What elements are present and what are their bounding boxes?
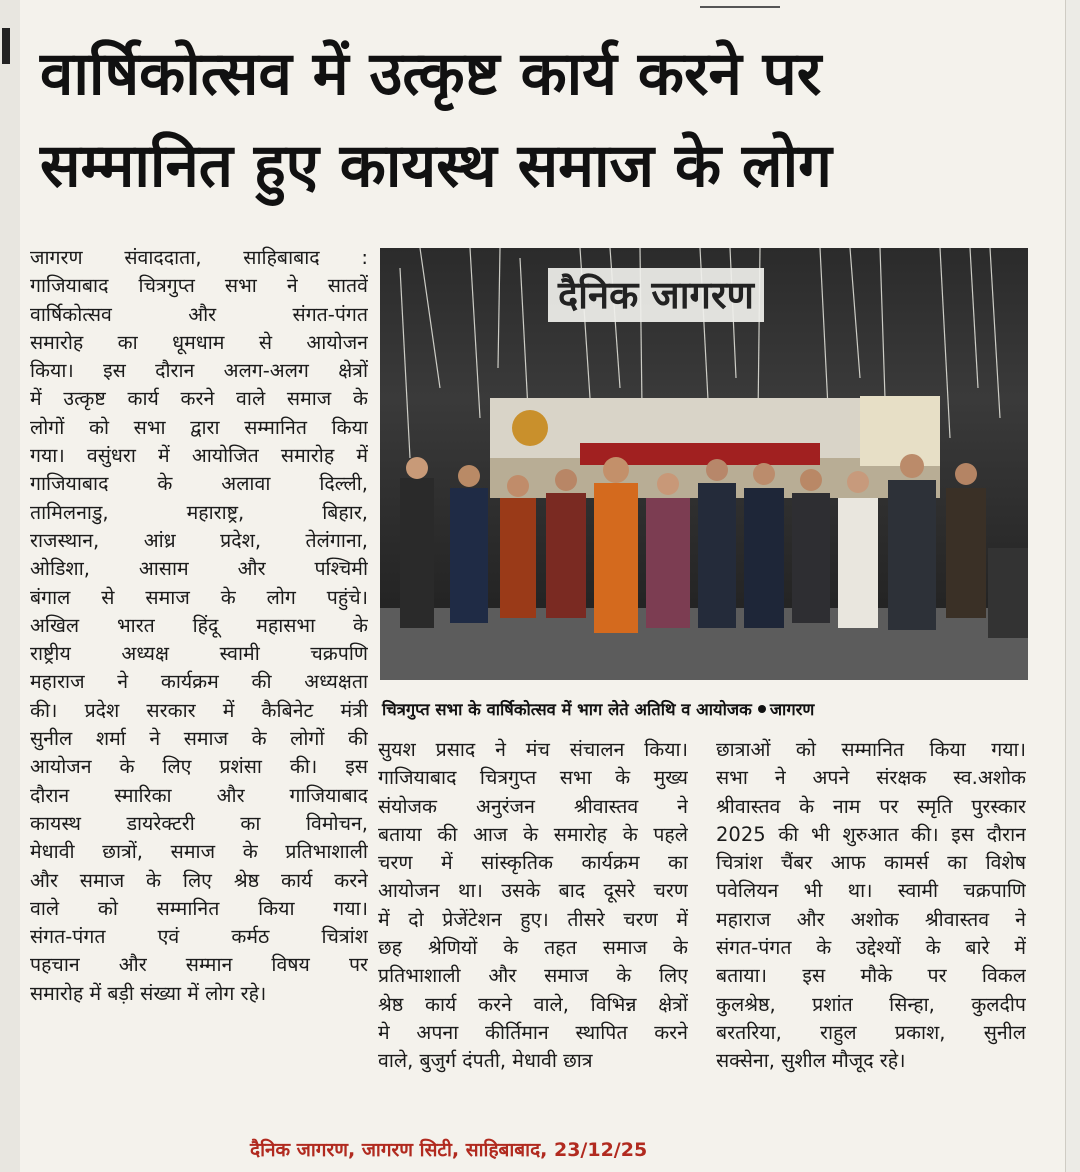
article-line: लोगों को सभा द्वारा सम्मानित किया	[30, 415, 368, 439]
source-footer: दैनिक जागरण, जागरण सिटी, साहिबाबाद, 23/12/25	[250, 1139, 648, 1161]
article-line: महाराज और अशोक श्रीवास्तव ने	[716, 907, 1026, 931]
article-line: तामिलनाडु, महाराष्ट्र, बिहार,	[30, 500, 368, 524]
bullet-icon	[758, 705, 766, 713]
article-line: बताया। इस मौके पर विकल	[716, 964, 1026, 988]
article-line: सुयश प्रसाद ने मंच संचालन किया।	[378, 738, 688, 761]
article-line: में दो प्रेजेंटेशन हुए। तीसरे चरण में	[378, 907, 688, 931]
article-line: चरण में सांस्कृतिक कार्यक्रम का	[378, 851, 688, 875]
article-line: वाले को सम्मानित किया गया।	[30, 896, 368, 920]
article-line: सक्सेना, सुशील मौजूद रहे।	[716, 1049, 906, 1073]
article-line: गाजियाबाद चित्रगुप्त सभा के मुख्य	[378, 766, 688, 790]
article-line: बरतरिया, राहुल प्रकाश, सुनील	[716, 1020, 1026, 1044]
caption-text: चित्रगुप्त सभा के वार्षिकोत्सव में भाग लेते अतिथि व आयोजक	[382, 700, 752, 719]
article-line: छात्राओं को सम्मानित किया गया।	[716, 738, 1026, 761]
headline	[40, 28, 1020, 212]
article-line: में उत्कृष्ट कार्य करने वाले समाज के	[30, 387, 368, 411]
article-line: सभा ने अपने संरक्षक स्व.अशोक	[716, 766, 1026, 790]
article-line: अखिल भारत हिंदू महासभा के	[30, 613, 368, 637]
article-line: मेधावी छात्रों, समाज के प्रतिभाशाली	[30, 840, 368, 864]
article-line: संयोजक अनुरंजन श्रीवास्तव ने	[378, 794, 688, 818]
article-line: दौरान स्मारिका और गाजियाबाद	[30, 783, 368, 807]
photo-watermark: दैनिक जागरण	[548, 268, 764, 322]
article-line: श्रीवास्तव के नाम पर स्मृति पुरस्कार	[716, 794, 1026, 818]
article-line: पहचान और सम्मान विषय पर	[30, 953, 368, 977]
article-line: बताया की आज के समारोह के पहले	[378, 822, 688, 846]
article-line: समारोह का धूमधाम से आयोजन	[30, 330, 368, 354]
article-line: चित्रांश चैंबर आफ कामर्स का विशेष	[716, 851, 1026, 875]
article-line: की। प्रदेश सरकार में कैबिनेट मंत्री	[30, 698, 368, 722]
article-line: ओडिशा, आसाम और पश्चिमी	[30, 557, 368, 581]
event-photo	[380, 248, 1028, 680]
margin-mark	[2, 28, 10, 64]
article-line: महाराज ने कार्यक्रम की अध्यक्षता	[30, 670, 368, 694]
article-line: 2025 की भी शुरुआत की। इस दौरान	[716, 822, 1026, 846]
article-column-3	[716, 736, 1026, 1076]
article-line: गाजियाबाद के अलावा दिल्ली,	[30, 472, 368, 496]
article-line: गाजियाबाद चित्रगुप्त सभा ने सातवें	[30, 274, 368, 298]
top-edge-mark	[700, 0, 780, 8]
article-line: प्रतिभाशाली और समाज के लिए	[378, 964, 688, 988]
article-line: बंगाल से समाज के लोग पहुंचे।	[30, 585, 368, 609]
article-line: कुलश्रेष्ठ, प्रशांत सिन्हा, कुलदीप	[716, 992, 1026, 1016]
photo-caption	[382, 697, 1022, 720]
article-line: श्रेष्ठ कार्य करने वाले, विभिन्न क्षेत्रों	[378, 992, 688, 1016]
article-line: कायस्थ डायरेक्टरी का विमोचन,	[30, 811, 368, 835]
page-edge-left	[0, 0, 20, 1172]
article-line: संगत-पंगत के उद्देश्यों के बारे में	[716, 936, 1026, 960]
article-line: राष्ट्रीय अध्यक्ष स्वामी चक्रपणि	[30, 642, 368, 666]
headline-line-1: वार्षिकोत्सव में उत्कृष्ट कार्य करने पर	[40, 39, 822, 109]
article-line: और समाज के लिए श्रेष्ठ कार्य करने	[30, 868, 368, 892]
article-column-1	[30, 244, 368, 1008]
article-line: वार्षिकोत्सव और संगत-पंगत	[30, 302, 368, 326]
article-column-2	[378, 736, 688, 1076]
page-edge-right	[1065, 0, 1080, 1172]
article-line: आयोजन था। उसके बाद दूसरे चरण	[378, 879, 688, 903]
article-line: राजस्थान, आंध्र प्रदेश, तेलंगाना,	[30, 528, 368, 552]
article-line: आयोजन के लिए प्रशंसा की। इस	[30, 755, 368, 779]
article-line: जागरण संवाददाता, साहिबाबाद :	[30, 246, 368, 269]
headline-line-2: सम्मानित हुए कायस्थ समाज के लोग	[40, 131, 832, 201]
article-line: सुनील शर्मा ने समाज के लोगों की	[30, 727, 368, 751]
article-line: पवेलियन भी था। स्वामी चक्रपाणि	[716, 879, 1026, 903]
article-line: किया। इस दौरान अलग-अलग क्षेत्रों	[30, 359, 368, 383]
caption-credit: जागरण	[769, 700, 815, 719]
article-line: संगत-पंगत एवं कर्मठ चित्रांश	[30, 925, 368, 949]
article-line: गया। वसुंधरा में आयोजित समारोह में	[30, 444, 368, 468]
article-line: छह श्रेणियों के तहत समाज के	[378, 936, 688, 960]
article-line: समारोह में बड़ी संख्या में लोग रहे।	[30, 981, 267, 1005]
article-line: वाले, बुजुर्ग दंपती, मेधावी छात्र	[378, 1049, 593, 1073]
article-line: मे अपना कीर्तिमान स्थापित करने	[378, 1020, 688, 1044]
